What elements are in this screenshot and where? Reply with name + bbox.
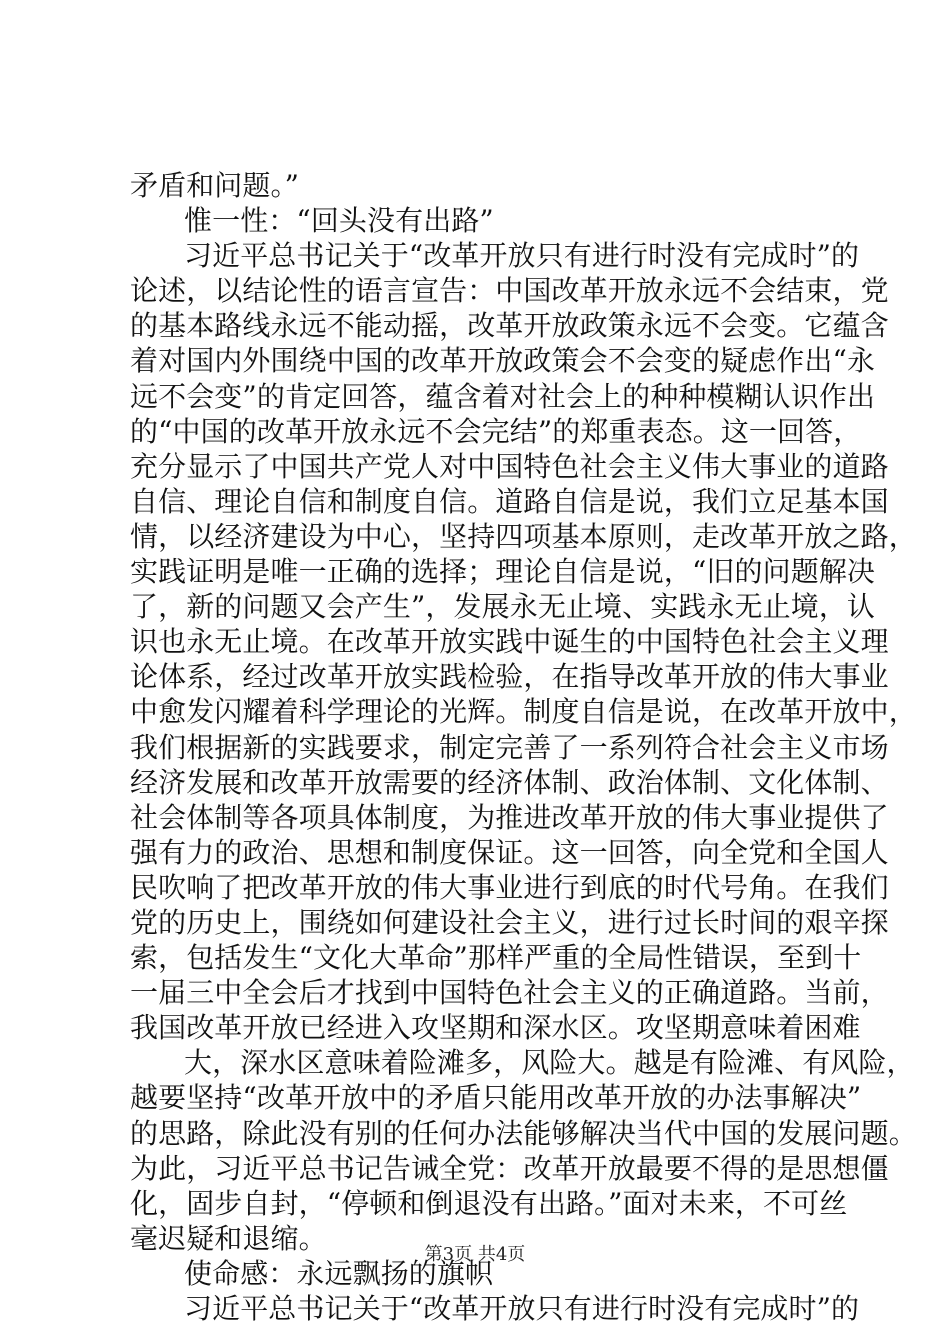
document-body	[130, 168, 917, 1326]
text-line: 化，固步自封，“停顿和倒退没有出路。”面对未来，不可丝	[130, 1186, 848, 1220]
text-line: 远不会变”的肯定回答，蕴含着对社会上的种种模糊认识作出	[130, 379, 876, 413]
text-line: 党的历史上，围绕如何建设社会主义，进行过长时间的艰辛探	[130, 905, 889, 939]
section-heading: 惟一性：“回头没有出路”	[184, 204, 494, 238]
text-line: 中愈发闪耀着科学理论的光辉。制度自信是说，在改革开放中，	[130, 695, 917, 729]
section-heading: 使命感：永远飘扬的旗帜	[184, 1256, 494, 1290]
text-line: 社会体制等各项具体制度，为推进改革开放的伟大事业提供了	[130, 800, 889, 834]
text-line: 一届三中全会后才找到中国特色社会主义的正确道路。当前，	[130, 976, 889, 1010]
text-line: 了，新的问题又会产生”，发展永无止境、实践永无止境，认	[130, 590, 876, 624]
text-line: 经济发展和改革开放需要的经济体制、政治体制、文化体制、	[130, 765, 889, 799]
text-line: 我们根据新的实践要求，制定完善了一系列符合社会主义市场	[130, 730, 889, 764]
text-line: 论体系，经过改革开放实践检验，在指导改革开放的伟大事业	[130, 660, 889, 694]
text-line: 强有力的政治、思想和制度保证。这一回答，向全党和全国人	[130, 835, 889, 869]
text-line: 为此，习近平总书记告诫全党：改革开放最要不得的是思想僵	[130, 1151, 889, 1185]
text-line: 论述，以结论性的语言宣告：中国改革开放永远不会结束，党	[130, 274, 889, 308]
text-line: 矛盾和问题。”	[130, 169, 300, 202]
text-line: 实践证明是唯一正确的选择；理论自信是说，“旧的问题解决	[130, 555, 876, 589]
text-line: 的基本路线永远不能动摇，改革开放政策永远不会变。它蕴含	[130, 309, 889, 343]
text-line: 的思路，除此没有别的任何办法能够解决当代中国的发展问题。	[130, 1116, 917, 1150]
text-line: 情，以经济建设为中心，坚持四项基本原则，走改革开放之路，	[130, 519, 917, 553]
paragraph-first-line: 习近平总书记关于“改革开放只有进行时没有完成时”的	[184, 1292, 860, 1325]
paragraph-first-line: 习近平总书记关于“改革开放只有进行时没有完成时”的	[184, 239, 860, 273]
text-line: 的“中国的改革开放永远不会完结”的郑重表态。这一回答，	[130, 414, 862, 448]
text-line: 自信、理论自信和制度自信。道路自信是说，我们立足基本国	[130, 484, 889, 518]
text-line: 越要坚持“改革开放中的矛盾只能用改革开放的办法事解决”	[130, 1081, 862, 1115]
paragraph-first-line: 大，深水区意味着险滩多，风险大。越是有险滩、有风险，	[184, 1046, 915, 1080]
text-line: 识也永无止境。在改革开放实践中诞生的中国特色社会主义理	[130, 625, 889, 659]
text-line: 毫迟疑和退缩。	[130, 1221, 327, 1255]
text-line: 索，包括发生“文化大革命”那样严重的全局性错误，至到十	[130, 941, 862, 975]
text-line: 我国改革开放已经进入攻坚期和深水区。攻坚期意味着困难	[130, 1011, 861, 1045]
text-line: 充分显示了中国共产党人对中国特色社会主义伟大事业的道路	[130, 449, 889, 483]
page-number-footer: 第3页 共4页	[424, 1244, 526, 1265]
text-line: 民吹响了把改革开放的伟大事业进行到底的时代号角。在我们	[130, 870, 889, 904]
text-line: 着对国内外围绕中国的改革开放政策会不会变的疑虑作出“永	[130, 344, 876, 378]
